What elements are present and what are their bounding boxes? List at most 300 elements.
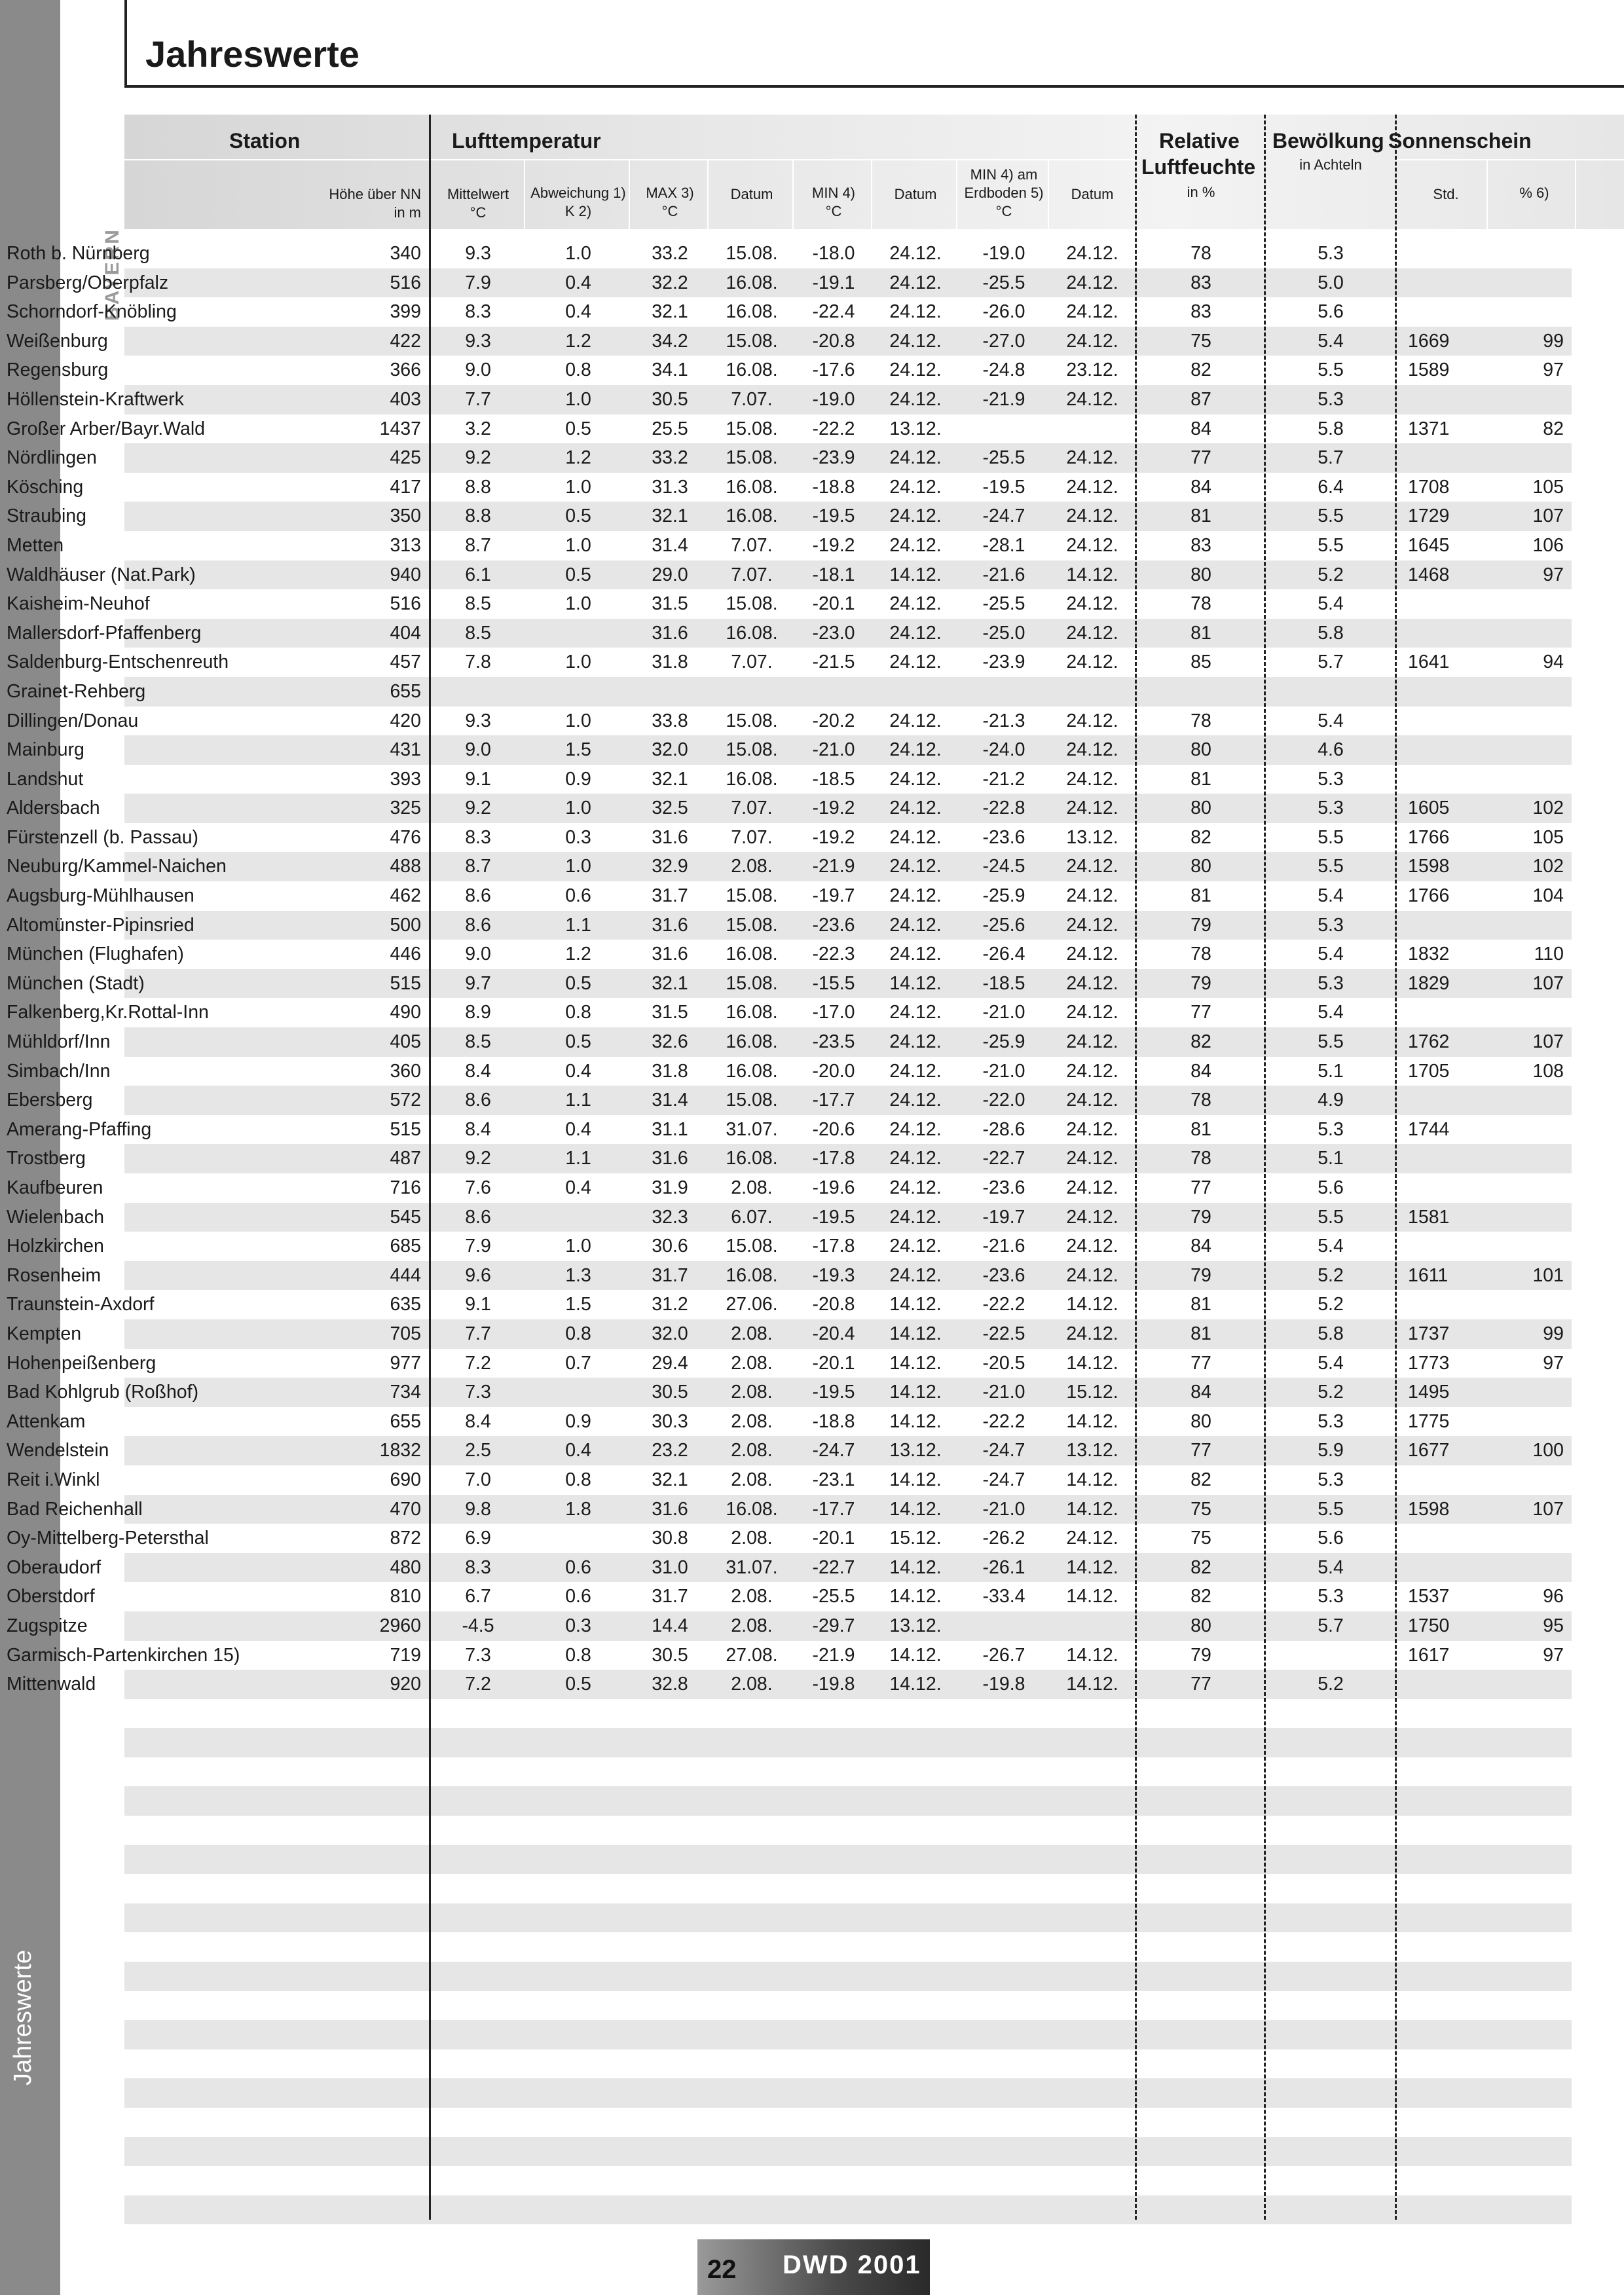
min-datum: 24.12. bbox=[889, 739, 942, 761]
sonnenschein-std: 1829 bbox=[1408, 972, 1450, 994]
sonnenschein-std: 1598 bbox=[1408, 1498, 1450, 1520]
erdboden-datum: 24.12. bbox=[1066, 652, 1118, 673]
erdboden-datum: 14.12. bbox=[1066, 1498, 1118, 1520]
header-mittelwert: Mittelwert bbox=[447, 186, 509, 202]
mittelwert: 7.2 bbox=[465, 1352, 491, 1374]
bewoelkung: 5.3 bbox=[1318, 1118, 1344, 1140]
station-name: Wielenbach bbox=[7, 1206, 104, 1228]
station-hoehe: 655 bbox=[390, 1410, 421, 1432]
mittelwert: 8.5 bbox=[465, 593, 491, 615]
mittelwert: 7.2 bbox=[465, 1674, 491, 1695]
rel-feuchte: 81 bbox=[1190, 1118, 1211, 1140]
max-temp: 31.2 bbox=[652, 1294, 688, 1315]
min-datum: 14.12. bbox=[889, 564, 942, 585]
min-datum: 24.12. bbox=[889, 652, 942, 673]
mittelwert: 8.8 bbox=[465, 476, 491, 498]
mittelwert: 8.3 bbox=[465, 1556, 491, 1578]
min-erdboden: -22.2 bbox=[982, 1410, 1025, 1432]
station-hoehe: 490 bbox=[390, 1002, 421, 1023]
bewoelkung: 5.4 bbox=[1318, 330, 1344, 352]
min-erdboden: -28.1 bbox=[982, 534, 1025, 556]
min-temp: -15.5 bbox=[812, 972, 855, 994]
min-datum: 24.12. bbox=[889, 593, 942, 615]
min-datum: 24.12. bbox=[889, 1118, 942, 1140]
max-temp: 32.0 bbox=[652, 1323, 688, 1344]
header-lufttemperatur: Lufttemperatur bbox=[452, 129, 601, 153]
mittelwert: 9.2 bbox=[465, 447, 491, 469]
min-temp: -19.7 bbox=[812, 885, 855, 907]
max-temp: 31.6 bbox=[652, 1148, 688, 1169]
max-datum: 2.08. bbox=[731, 1469, 773, 1490]
max-datum: 15.08. bbox=[726, 1236, 778, 1257]
min-datum: 24.12. bbox=[889, 534, 942, 556]
rel-feuchte: 82 bbox=[1190, 1586, 1211, 1607]
min-datum: 14.12. bbox=[889, 1294, 942, 1315]
empty-row bbox=[124, 2049, 1572, 2079]
max-temp: 29.4 bbox=[652, 1352, 688, 1374]
max-temp: 31.5 bbox=[652, 1002, 688, 1023]
mittelwert: 8.4 bbox=[465, 1410, 491, 1432]
station-name: Saldenburg-Entschenreuth bbox=[7, 652, 229, 673]
min-temp: -19.0 bbox=[812, 388, 855, 410]
rel-feuchte: 77 bbox=[1190, 1352, 1211, 1374]
sonnenschein-pct: 96 bbox=[1543, 1586, 1564, 1607]
max-datum: 7.07. bbox=[731, 798, 773, 819]
rel-feuchte: 75 bbox=[1190, 330, 1211, 352]
erdboden-datum: 14.12. bbox=[1066, 1410, 1118, 1432]
station-hoehe: 446 bbox=[390, 944, 421, 965]
min-erdboden: -21.6 bbox=[982, 564, 1025, 585]
sonnenschein-std: 1611 bbox=[1408, 1264, 1449, 1286]
station-hoehe: 470 bbox=[390, 1498, 421, 1520]
rel-feuchte: 83 bbox=[1190, 272, 1211, 293]
station-hoehe: 405 bbox=[390, 1031, 421, 1053]
max-datum: 15.08. bbox=[726, 972, 778, 994]
abweichung: 0.4 bbox=[565, 272, 591, 293]
min-erdboden: -27.0 bbox=[982, 330, 1025, 352]
station-hoehe: 572 bbox=[390, 1090, 421, 1111]
station-name: Kaisheim-Neuhof bbox=[7, 593, 150, 615]
min-datum: 13.12. bbox=[889, 1615, 942, 1636]
max-temp: 29.0 bbox=[652, 564, 688, 585]
station-hoehe: 1832 bbox=[379, 1440, 421, 1461]
table-row bbox=[7, 1553, 1572, 1583]
max-datum: 2.08. bbox=[731, 1674, 773, 1695]
min-erdboden: -23.9 bbox=[982, 652, 1025, 673]
bewoelkung: 5.2 bbox=[1318, 1294, 1344, 1315]
erdboden-datum: 24.12. bbox=[1066, 388, 1118, 410]
min-datum: 14.12. bbox=[889, 972, 942, 994]
erdboden-datum: 24.12. bbox=[1066, 447, 1118, 469]
rel-feuchte: 80 bbox=[1190, 856, 1211, 877]
station-hoehe: 635 bbox=[390, 1294, 421, 1315]
min-erdboden: -20.5 bbox=[982, 1352, 1025, 1374]
min-temp: -19.2 bbox=[812, 798, 855, 819]
empty-row bbox=[124, 1699, 1572, 1729]
rel-feuchte: 75 bbox=[1190, 1528, 1211, 1549]
abweichung: 1.0 bbox=[565, 856, 591, 877]
table-row bbox=[7, 327, 1572, 356]
abweichung: 1.8 bbox=[565, 1498, 591, 1520]
min-erdboden: -25.0 bbox=[982, 622, 1025, 644]
station-hoehe: 1437 bbox=[379, 418, 421, 439]
min-temp: -19.5 bbox=[812, 1206, 855, 1228]
rel-feuchte: 77 bbox=[1190, 1674, 1211, 1695]
mittelwert: 7.7 bbox=[465, 1323, 491, 1344]
station-name: Metten bbox=[7, 534, 64, 556]
table-row bbox=[7, 969, 1572, 999]
sonnenschein-pct: 102 bbox=[1532, 798, 1564, 819]
station-hoehe: 325 bbox=[390, 798, 421, 819]
bewoelkung: 5.7 bbox=[1318, 652, 1344, 673]
station-hoehe: 360 bbox=[390, 1060, 421, 1082]
sonnenschein-std: 1677 bbox=[1408, 1440, 1450, 1461]
header-sonnenschein: Sonnenschein bbox=[1388, 129, 1532, 153]
min-datum: 24.12. bbox=[889, 243, 942, 264]
abweichung: 1.0 bbox=[565, 476, 591, 498]
station-name: Schorndorf-Knöbling bbox=[7, 301, 177, 323]
bewoelkung: 5.3 bbox=[1318, 798, 1344, 819]
rel-feuchte: 80 bbox=[1190, 1410, 1211, 1432]
abweichung: 0.8 bbox=[565, 1323, 591, 1344]
bewoelkung: 5.5 bbox=[1318, 1031, 1344, 1053]
max-datum: 15.08. bbox=[726, 710, 778, 731]
table-row bbox=[7, 998, 1572, 1027]
station-name: Dillingen/Donau bbox=[7, 710, 139, 731]
bewoelkung: 5.4 bbox=[1318, 593, 1344, 615]
mittelwert: 9.3 bbox=[465, 710, 491, 731]
min-temp: -21.9 bbox=[812, 856, 855, 877]
abweichung: 0.4 bbox=[565, 1177, 591, 1198]
min-datum: 14.12. bbox=[889, 1323, 942, 1344]
sonnenschein-pct: 107 bbox=[1532, 1498, 1564, 1520]
abweichung: 1.0 bbox=[565, 534, 591, 556]
min-temp: -17.7 bbox=[812, 1090, 855, 1111]
rel-feuchte: 80 bbox=[1190, 1615, 1211, 1636]
header-max: MAX 3) bbox=[646, 185, 694, 201]
table-row bbox=[7, 1670, 1572, 1699]
table-row bbox=[7, 502, 1572, 531]
min-temp: -20.2 bbox=[812, 710, 855, 731]
bewoelkung: 5.8 bbox=[1318, 622, 1344, 644]
min-erdboden: -18.5 bbox=[982, 972, 1025, 994]
min-datum: 24.12. bbox=[889, 798, 942, 819]
max-datum: 16.08. bbox=[726, 1264, 778, 1286]
max-datum: 27.08. bbox=[726, 1644, 778, 1666]
sonnenschein-std: 1832 bbox=[1408, 944, 1450, 965]
station-name: Attenkam bbox=[7, 1410, 86, 1432]
abweichung: 1.2 bbox=[565, 944, 591, 965]
mittelwert: 9.0 bbox=[465, 739, 491, 761]
table-row bbox=[7, 1349, 1572, 1378]
empty-row bbox=[124, 2137, 1572, 2167]
table-row bbox=[7, 239, 1572, 268]
sonnenschein-pct: 108 bbox=[1532, 1060, 1564, 1082]
bewoelkung: 5.2 bbox=[1318, 1382, 1344, 1403]
bewoelkung: 5.6 bbox=[1318, 1177, 1344, 1198]
max-datum: 15.08. bbox=[726, 447, 778, 469]
bewoelkung: 5.7 bbox=[1318, 1615, 1344, 1636]
min-datum: 24.12. bbox=[889, 914, 942, 936]
bewoelkung: 5.2 bbox=[1318, 564, 1344, 585]
station-hoehe: 487 bbox=[390, 1148, 421, 1169]
table-row bbox=[7, 1641, 1572, 1670]
max-temp: 14.4 bbox=[652, 1615, 688, 1636]
empty-row bbox=[124, 1903, 1572, 1933]
rel-feuchte: 84 bbox=[1190, 1060, 1211, 1082]
abweichung: 1.0 bbox=[565, 710, 591, 731]
min-erdboden: -24.7 bbox=[982, 505, 1025, 527]
erdboden-datum: 24.12. bbox=[1066, 301, 1118, 323]
station-name: Mittenwald bbox=[7, 1674, 96, 1695]
rel-feuchte: 78 bbox=[1190, 593, 1211, 615]
sonnenschein-pct: 101 bbox=[1532, 1264, 1564, 1286]
max-temp: 31.4 bbox=[652, 534, 688, 556]
max-datum: 2.08. bbox=[731, 1615, 773, 1636]
mittelwert: 9.2 bbox=[465, 1148, 491, 1169]
max-datum: 16.08. bbox=[726, 1060, 778, 1082]
column-separator bbox=[1135, 115, 1137, 2220]
sonnenschein-std: 1468 bbox=[1408, 564, 1450, 585]
min-temp: -23.0 bbox=[812, 622, 855, 644]
sonnenschein-std: 1371 bbox=[1408, 418, 1450, 439]
min-datum: 24.12. bbox=[889, 1148, 942, 1169]
min-datum: 24.12. bbox=[889, 301, 942, 323]
station-name: Waldhäuser (Nat.Park) bbox=[7, 564, 196, 585]
bewoelkung: 5.4 bbox=[1318, 710, 1344, 731]
bewoelkung: 5.5 bbox=[1318, 1498, 1344, 1520]
rel-feuchte: 79 bbox=[1190, 1644, 1211, 1666]
station-name: München (Flughafen) bbox=[7, 944, 184, 965]
max-datum: 7.07. bbox=[731, 826, 773, 848]
max-temp: 32.1 bbox=[652, 505, 688, 527]
bewoelkung: 5.3 bbox=[1318, 1586, 1344, 1607]
min-datum: 24.12. bbox=[889, 856, 942, 877]
erdboden-datum: 24.12. bbox=[1066, 1118, 1118, 1140]
table-row bbox=[7, 1436, 1572, 1465]
abweichung: 0.4 bbox=[565, 301, 591, 323]
erdboden-datum: 24.12. bbox=[1066, 1528, 1118, 1549]
rel-feuchte: 78 bbox=[1190, 243, 1211, 264]
rel-feuchte: 77 bbox=[1190, 447, 1211, 469]
bewoelkung: 6.4 bbox=[1318, 476, 1344, 498]
min-temp: -20.1 bbox=[812, 1352, 855, 1374]
mittelwert: 9.8 bbox=[465, 1498, 491, 1520]
min-datum: 24.12. bbox=[889, 826, 942, 848]
rel-feuchte: 78 bbox=[1190, 710, 1211, 731]
abweichung: 0.9 bbox=[565, 1410, 591, 1432]
header-min-erdboden: MIN 4) am bbox=[970, 166, 1038, 183]
rel-feuchte: 82 bbox=[1190, 826, 1211, 848]
station-hoehe: 444 bbox=[390, 1264, 421, 1286]
empty-row bbox=[124, 1757, 1572, 1787]
max-temp: 32.9 bbox=[652, 856, 688, 877]
station-hoehe: 480 bbox=[390, 1556, 421, 1578]
header-abweichung: Abweichung 1) bbox=[530, 185, 626, 201]
erdboden-datum: 13.12. bbox=[1066, 1440, 1118, 1461]
min-temp: -17.8 bbox=[812, 1236, 855, 1257]
table-row bbox=[7, 414, 1572, 444]
mittelwert: 7.9 bbox=[465, 1236, 491, 1257]
table-row bbox=[7, 560, 1572, 590]
bewoelkung: 5.9 bbox=[1318, 1440, 1344, 1461]
bewoelkung: 5.3 bbox=[1318, 243, 1344, 264]
min-temp: -18.0 bbox=[812, 243, 855, 264]
min-temp: -22.2 bbox=[812, 418, 855, 439]
station-name: Roth b. Nürnberg bbox=[7, 243, 150, 264]
abweichung: 0.3 bbox=[565, 826, 591, 848]
erdboden-datum: 24.12. bbox=[1066, 622, 1118, 644]
station-hoehe: 313 bbox=[390, 534, 421, 556]
max-temp: 31.6 bbox=[652, 826, 688, 848]
min-datum: 24.12. bbox=[889, 1090, 942, 1111]
station-name: Augsburg-Mühlhausen bbox=[7, 885, 194, 907]
min-erdboden: -25.5 bbox=[982, 272, 1025, 293]
min-erdboden: -19.7 bbox=[982, 1206, 1025, 1228]
min-temp: -18.8 bbox=[812, 1410, 855, 1432]
min-temp: -21.9 bbox=[812, 1644, 855, 1666]
min-erdboden: -24.0 bbox=[982, 739, 1025, 761]
max-datum: 7.07. bbox=[731, 534, 773, 556]
header-mittelwert-unit: °C bbox=[470, 204, 487, 221]
min-erdboden: -26.1 bbox=[982, 1556, 1025, 1578]
min-temp: -23.1 bbox=[812, 1469, 855, 1490]
header-abweichung-unit: K 2) bbox=[564, 203, 592, 219]
station-hoehe: 500 bbox=[390, 914, 421, 936]
min-erdboden: -33.4 bbox=[982, 1586, 1025, 1607]
erdboden-datum: 24.12. bbox=[1066, 505, 1118, 527]
bewoelkung: 5.4 bbox=[1318, 1352, 1344, 1374]
min-datum: 24.12. bbox=[889, 505, 942, 527]
erdboden-datum: 24.12. bbox=[1066, 1206, 1118, 1228]
bewoelkung: 5.2 bbox=[1318, 1674, 1344, 1695]
station-hoehe: 655 bbox=[390, 680, 421, 702]
min-temp: -20.4 bbox=[812, 1323, 855, 1344]
erdboden-datum: 24.12. bbox=[1066, 739, 1118, 761]
mittelwert: 7.3 bbox=[465, 1644, 491, 1666]
min-erdboden: -19.8 bbox=[982, 1674, 1025, 1695]
sonnenschein-std: 1669 bbox=[1408, 330, 1450, 352]
sonnenschein-pct: 97 bbox=[1543, 359, 1564, 381]
sonnenschein-std: 1598 bbox=[1408, 856, 1450, 877]
mittelwert: 8.4 bbox=[465, 1060, 491, 1082]
table-row bbox=[7, 735, 1572, 765]
min-erdboden: -21.0 bbox=[982, 1382, 1025, 1403]
max-temp: 32.1 bbox=[652, 768, 688, 790]
min-datum: 24.12. bbox=[889, 1002, 942, 1023]
erdboden-datum: 24.12. bbox=[1066, 1177, 1118, 1198]
min-erdboden: -22.2 bbox=[982, 1294, 1025, 1315]
station-name: Landshut bbox=[7, 768, 84, 790]
max-temp: 31.0 bbox=[652, 1556, 688, 1578]
erdboden-datum: 24.12. bbox=[1066, 476, 1118, 498]
min-temp: -20.0 bbox=[812, 1060, 855, 1082]
abweichung: 1.2 bbox=[565, 330, 591, 352]
empty-row bbox=[124, 2195, 1572, 2225]
sonnenschein-std: 1641 bbox=[1408, 652, 1450, 673]
table-row bbox=[7, 619, 1572, 648]
abweichung: 1.1 bbox=[565, 1090, 591, 1111]
min-datum: 24.12. bbox=[889, 710, 942, 731]
max-temp: 32.1 bbox=[652, 301, 688, 323]
rel-feuchte: 77 bbox=[1190, 1177, 1211, 1198]
min-temp: -24.7 bbox=[812, 1440, 855, 1461]
table-row bbox=[7, 443, 1572, 473]
bewoelkung: 5.5 bbox=[1318, 856, 1344, 877]
erdboden-datum: 24.12. bbox=[1066, 593, 1118, 615]
bewoelkung: 5.4 bbox=[1318, 885, 1344, 907]
erdboden-datum: 14.12. bbox=[1066, 1294, 1118, 1315]
min-erdboden: -25.9 bbox=[982, 1031, 1025, 1053]
station-name: Kempten bbox=[7, 1323, 82, 1344]
sonnenschein-std: 1737 bbox=[1408, 1323, 1450, 1344]
min-erdboden: -25.6 bbox=[982, 914, 1025, 936]
min-datum: 13.12. bbox=[889, 1440, 942, 1461]
min-erdboden: -26.0 bbox=[982, 301, 1025, 323]
sonnenschein-std: 1750 bbox=[1408, 1615, 1450, 1636]
rel-feuchte: 81 bbox=[1190, 505, 1211, 527]
table-row bbox=[7, 1261, 1572, 1291]
erdboden-datum: 24.12. bbox=[1066, 243, 1118, 264]
page-number: 22 bbox=[707, 2255, 737, 2284]
erdboden-datum: 14.12. bbox=[1066, 1674, 1118, 1695]
station-name: Falkenberg,Kr.Rottal-Inn bbox=[7, 1002, 209, 1023]
min-datum: 14.12. bbox=[889, 1644, 942, 1666]
min-erdboden: -23.6 bbox=[982, 826, 1025, 848]
station-name: Kaufbeuren bbox=[7, 1177, 103, 1198]
min-temp: -19.1 bbox=[812, 272, 855, 293]
table-row bbox=[7, 911, 1572, 940]
sonnenschein-std: 1495 bbox=[1408, 1382, 1450, 1403]
abweichung: 0.5 bbox=[565, 972, 591, 994]
empty-row bbox=[124, 2020, 1572, 2049]
min-datum: 14.12. bbox=[889, 1498, 942, 1520]
mittelwert: 8.6 bbox=[465, 1206, 491, 1228]
rel-feuchte: 81 bbox=[1190, 1323, 1211, 1344]
bewoelkung: 5.5 bbox=[1318, 359, 1344, 381]
abweichung: 0.8 bbox=[565, 359, 591, 381]
station-hoehe: 977 bbox=[390, 1352, 421, 1374]
max-datum: 15.08. bbox=[726, 885, 778, 907]
rel-feuchte: 79 bbox=[1190, 914, 1211, 936]
min-erdboden: -23.6 bbox=[982, 1264, 1025, 1286]
station-hoehe: 516 bbox=[390, 272, 421, 293]
rel-feuchte: 81 bbox=[1190, 1294, 1211, 1315]
max-datum: 15.08. bbox=[726, 593, 778, 615]
mittelwert: 8.5 bbox=[465, 1031, 491, 1053]
max-temp: 32.2 bbox=[652, 272, 688, 293]
min-datum: 24.12. bbox=[889, 1177, 942, 1198]
min-datum: 24.12. bbox=[889, 885, 942, 907]
station-hoehe: 719 bbox=[390, 1644, 421, 1666]
bewoelkung: 5.1 bbox=[1318, 1148, 1344, 1169]
max-temp: 31.7 bbox=[652, 1586, 688, 1607]
station-name: Bad Kohlgrub (Roßhof) bbox=[7, 1382, 199, 1403]
min-temp: -17.8 bbox=[812, 1148, 855, 1169]
station-hoehe: 425 bbox=[390, 447, 421, 469]
sonnenschein-std: 1762 bbox=[1408, 1031, 1450, 1053]
table-row bbox=[7, 648, 1572, 677]
mittelwert: 8.7 bbox=[465, 534, 491, 556]
sonnenschein-std: 1766 bbox=[1408, 885, 1450, 907]
bewoelkung: 5.4 bbox=[1318, 1236, 1344, 1257]
min-datum: 24.12. bbox=[889, 1264, 942, 1286]
max-datum: 16.08. bbox=[726, 622, 778, 644]
mittelwert: 9.2 bbox=[465, 798, 491, 819]
abweichung: 1.0 bbox=[565, 652, 591, 673]
erdboden-datum: 14.12. bbox=[1066, 1644, 1118, 1666]
sonnenschein-std: 1645 bbox=[1408, 534, 1450, 556]
